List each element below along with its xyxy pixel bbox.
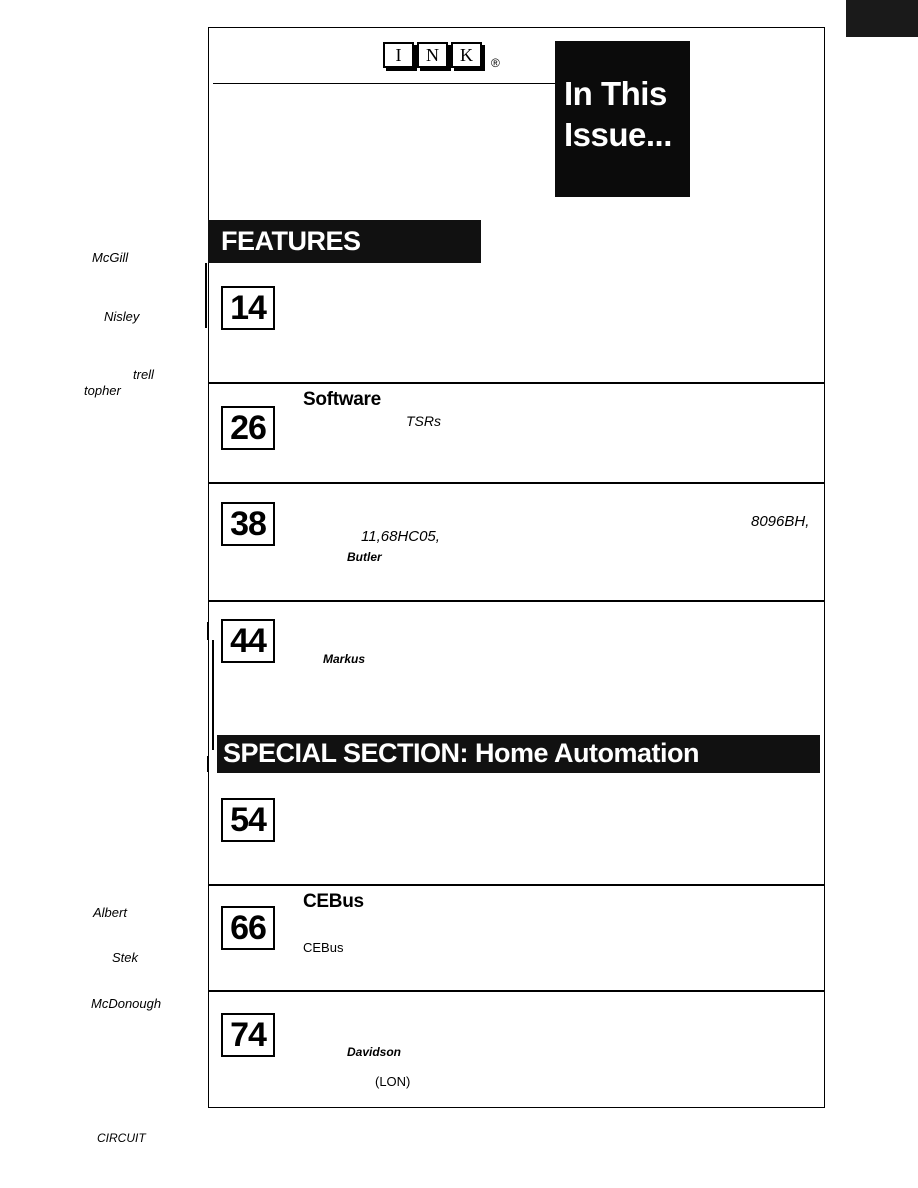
sidebar-fragment-mcgill: McGill	[92, 250, 129, 265]
article-detail-8096bh: 8096BH,	[751, 513, 810, 530]
logo-key-n: N	[417, 42, 448, 68]
article-divider	[208, 884, 825, 886]
page-number-54: 54	[221, 798, 275, 842]
page-number-74: 74	[221, 1013, 275, 1057]
features-banner: FEATURES	[208, 220, 481, 263]
article-title-cebus: CEBus	[303, 891, 364, 912]
article-author-butler: Butler	[347, 550, 382, 564]
in-this-issue-line-1: In This	[564, 75, 667, 112]
margin-bar-special	[207, 756, 209, 772]
page-number-66: 66	[221, 906, 275, 950]
article-divider	[208, 382, 825, 384]
footer-circuit: CIRCUIT	[97, 1131, 146, 1145]
article-author-markus: Markus	[323, 652, 366, 666]
page-number-14: 14	[221, 286, 275, 330]
in-this-issue-box	[555, 41, 690, 197]
article-detail-68hc05: 11,68HC05,	[361, 528, 440, 545]
in-this-issue-line-2: Issue...	[564, 116, 672, 153]
sidebar-fragment-topher: topher	[84, 383, 121, 398]
margin-bar-features	[205, 263, 207, 328]
article-divider	[208, 482, 825, 484]
logo-key-i: I	[383, 42, 414, 68]
page-number-26: 26	[221, 406, 275, 450]
ink-logo	[383, 42, 500, 68]
page-number-44: 44	[221, 619, 275, 663]
special-section-banner: SPECIAL SECTION: Home Automation	[217, 735, 820, 773]
contents-frame	[208, 27, 825, 1108]
sidebar-fragment-stek: Stek	[112, 950, 139, 965]
article-title-software: Software	[303, 389, 381, 410]
page-number-38: 38	[221, 502, 275, 546]
masthead-rule	[213, 83, 556, 84]
logo-key-k: K	[451, 42, 482, 68]
margin-bar-44-a	[207, 622, 209, 640]
page-corner-tab	[846, 0, 918, 37]
article-author-davidson: Davidson	[347, 1045, 402, 1059]
registered-mark: ®	[491, 56, 500, 70]
article-divider	[208, 990, 825, 992]
sidebar-fragment-mcdonough: McDonough	[91, 996, 162, 1011]
article-detail-cebus: CEBus	[303, 940, 344, 955]
sidebar-fragment-trell: trell	[133, 367, 154, 382]
sidebar-fragment-albert: Albert	[93, 905, 127, 920]
article-divider	[208, 600, 825, 602]
article-detail-lon: (LON)	[375, 1074, 411, 1089]
margin-bar-44-b	[212, 640, 214, 750]
sidebar-fragment-nisley: Nisley	[104, 309, 140, 324]
article-detail-tsrs: TSRs	[406, 413, 441, 429]
